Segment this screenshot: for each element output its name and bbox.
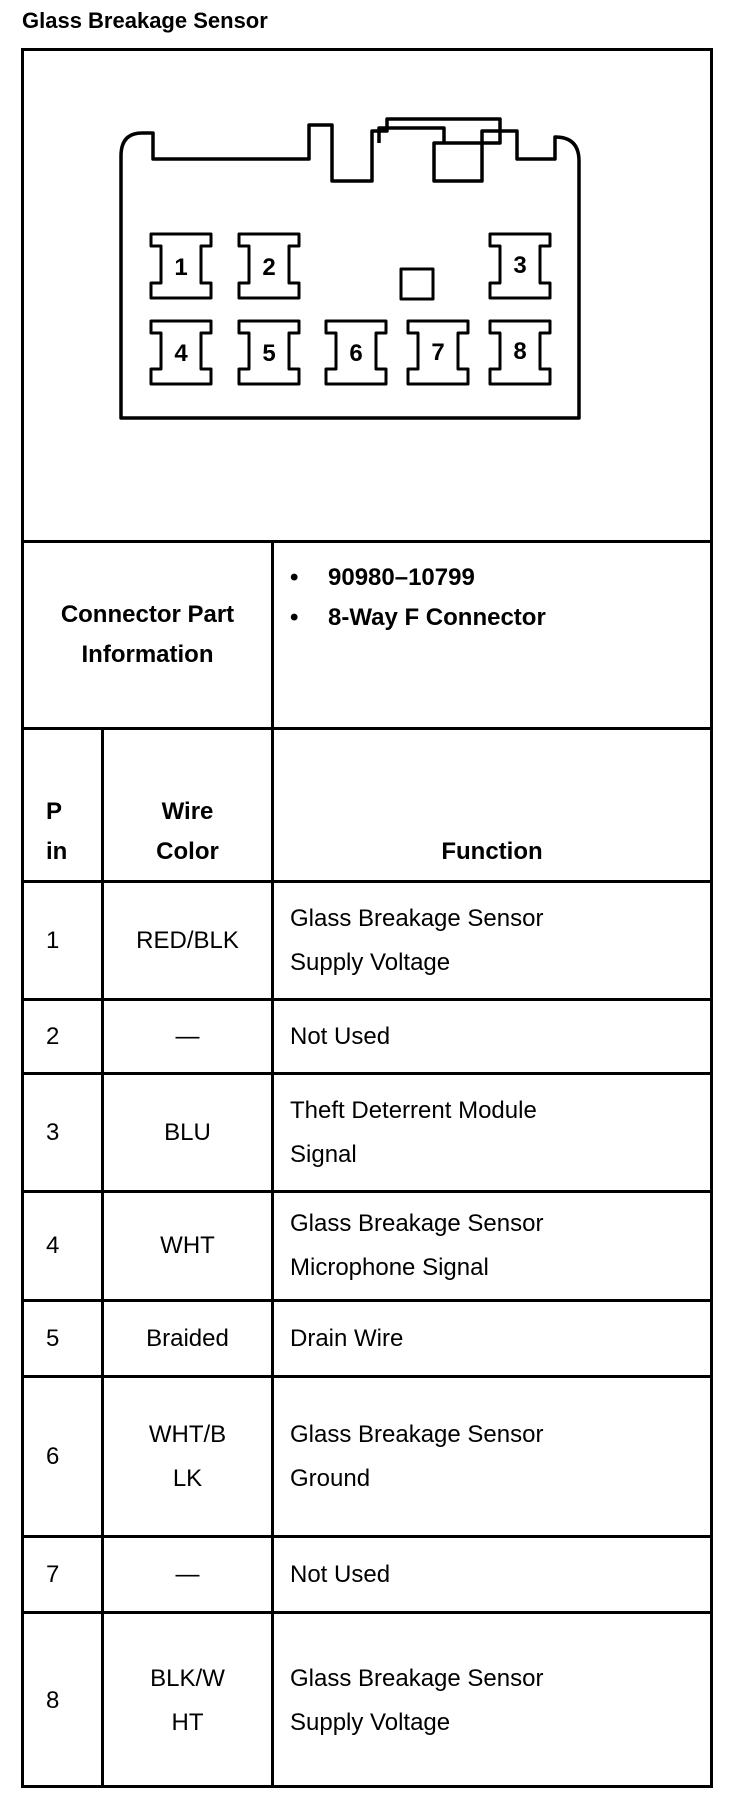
cell-wire-color-line: LK — [172, 1464, 203, 1492]
cell-pin — [24, 1302, 101, 1375]
cell-wire-color — [104, 1378, 271, 1535]
list-item — [290, 558, 546, 598]
pin-label-6: 6 — [349, 340, 363, 367]
cell-pin-line: 4 — [46, 1232, 60, 1259]
cell-function-line: Glass Breakage Sensor — [290, 904, 544, 932]
connector-info-label — [24, 543, 271, 727]
pin-label-7: 7 — [431, 339, 445, 366]
cell-wire-color-line: — — [175, 1560, 200, 1588]
cell-function-line: Theft Deterrent Module — [290, 1096, 537, 1124]
header-pin — [24, 730, 101, 880]
cell-wire-color-line: RED/BLK — [136, 926, 239, 954]
bullet-icon: • — [290, 604, 299, 631]
header-pin-line2: in — [46, 838, 68, 865]
header-pin-line1: P — [46, 798, 63, 825]
header-wire-line1: Wire — [161, 798, 214, 825]
pin-label-5: 5 — [262, 340, 276, 367]
list-item — [290, 598, 546, 638]
cell-pin — [24, 883, 101, 998]
cell-function — [274, 1378, 710, 1535]
bullet-icon: • — [290, 564, 299, 591]
cell-pin-line: 1 — [46, 926, 60, 954]
cell-pin-line: 8 — [46, 1687, 60, 1714]
cell-pin — [24, 1075, 101, 1190]
cell-function — [274, 1614, 710, 1788]
connector-part-number: 90980–10799 — [328, 564, 475, 591]
cell-wire-color-line: BLK/W — [150, 1665, 225, 1692]
cell-function-line: Not Used — [290, 1560, 391, 1588]
cell-pin — [24, 1001, 101, 1072]
cell-function — [274, 1001, 710, 1072]
cell-function-line: Microphone Signal — [290, 1254, 489, 1281]
pin-label-2: 2 — [262, 254, 276, 281]
cell-function — [274, 1302, 710, 1375]
connector-info-list — [290, 558, 546, 638]
cell-pin — [24, 1378, 101, 1535]
cell-wire-color — [104, 1538, 271, 1611]
cell-wire-color — [104, 1302, 271, 1375]
cell-wire-color — [104, 1075, 271, 1190]
pin-label-3: 3 — [513, 252, 527, 279]
pin-label-8: 8 — [513, 338, 527, 365]
cell-function-line: Glass Breakage Sensor — [290, 1665, 544, 1692]
cell-function — [274, 1193, 710, 1299]
connector-info-label-line1: Connector Part — [60, 601, 235, 628]
cell-pin — [24, 1614, 101, 1788]
cell-wire-color-line: WHT — [160, 1232, 215, 1259]
cell-function — [274, 883, 710, 998]
cell-pin — [24, 1538, 101, 1611]
cell-wire-color-line: WHT/B — [148, 1420, 227, 1448]
cell-function-line: Drain Wire — [290, 1324, 404, 1352]
cell-function — [274, 1075, 710, 1190]
cell-wire-color — [104, 883, 271, 998]
cell-wire-color-line: — — [175, 1022, 200, 1050]
cell-wire-color-line: BLU — [164, 1118, 211, 1146]
connector-description: 8-Way F Connector — [328, 604, 546, 631]
pin-label-1: 1 — [174, 254, 188, 281]
cell-function-line: Not Used — [290, 1022, 391, 1050]
cell-pin-line: 5 — [46, 1324, 60, 1352]
connector-key-slot — [401, 269, 433, 299]
cell-pin-line: 7 — [46, 1560, 60, 1588]
connector-info-label-line2: Information — [81, 641, 214, 668]
cell-function-line: Glass Breakage Sensor — [290, 1420, 544, 1448]
header-function — [274, 730, 710, 880]
cell-wire-color-line: HT — [171, 1709, 204, 1736]
header-wire-color — [104, 730, 271, 880]
cell-function-line: Ground — [290, 1464, 371, 1492]
cell-function-line: Supply Voltage — [290, 1709, 451, 1736]
cell-function-line: Signal — [290, 1140, 357, 1168]
cell-pin-line: 6 — [46, 1442, 60, 1470]
cell-pin-line: 2 — [46, 1022, 60, 1050]
cell-wire-color — [104, 1193, 271, 1299]
connector-housing-outline — [121, 119, 579, 418]
cell-wire-color — [104, 1001, 271, 1072]
cell-pin-line: 3 — [46, 1118, 60, 1146]
pin-label-4: 4 — [174, 340, 188, 367]
cell-function-line: Glass Breakage Sensor — [290, 1210, 544, 1237]
header-wire-line2: Color — [156, 838, 219, 865]
cell-function-line: Supply Voltage — [290, 948, 451, 976]
cell-function — [274, 1538, 710, 1611]
cell-wire-color — [104, 1614, 271, 1788]
cell-pin — [24, 1193, 101, 1299]
page-title: Glass Breakage Sensor — [22, 8, 268, 33]
cell-wire-color-line: Braided — [146, 1324, 229, 1352]
connector-face-diagram — [24, 51, 710, 541]
header-function-text: Function — [441, 838, 543, 865]
